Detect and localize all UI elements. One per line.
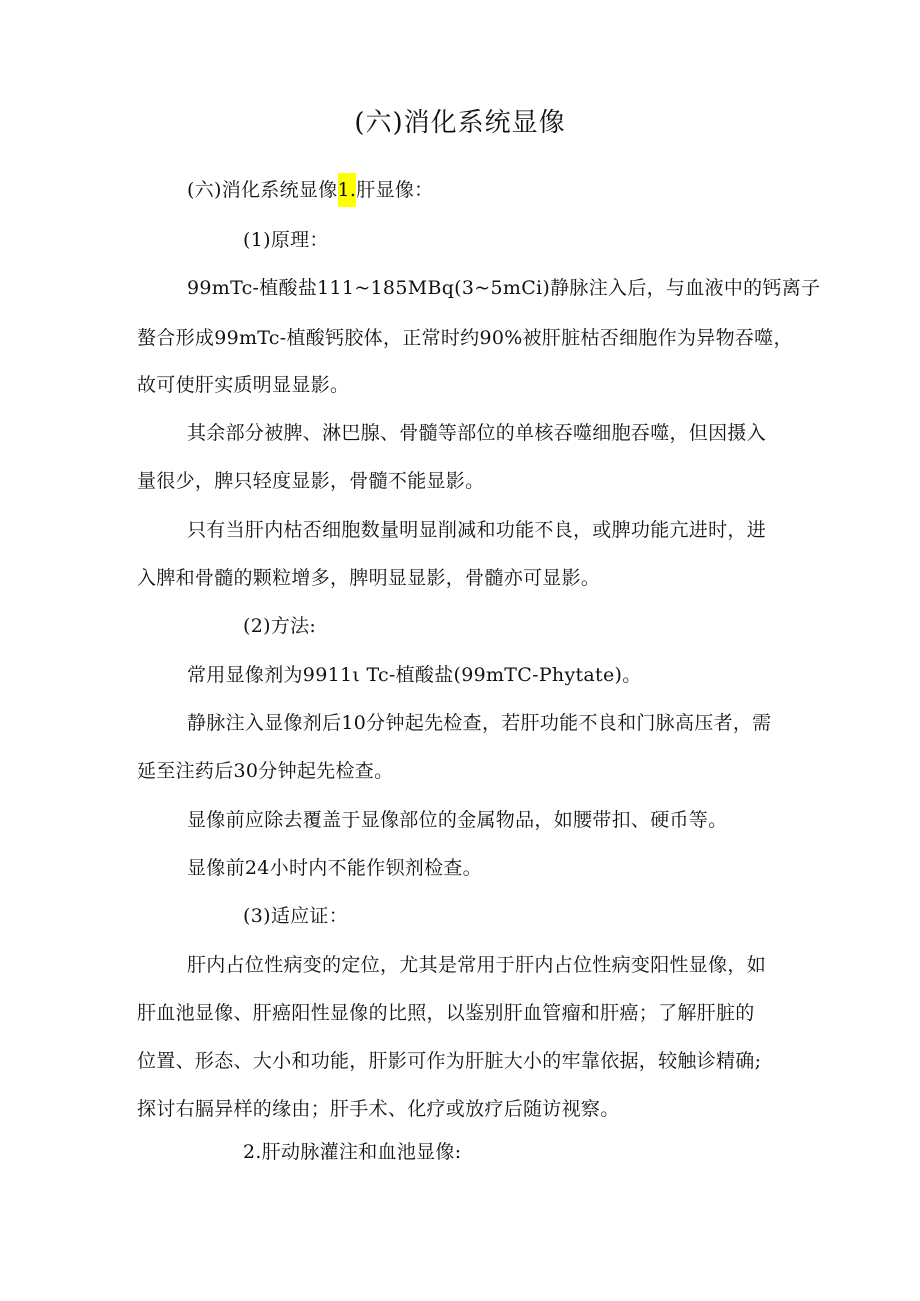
paragraph-line: 常用显像剂为9911ι Tc-植酸盐(99mTC-Phytate)。	[187, 664, 642, 686]
paragraph-line: 肝内占位性病变的定位，尤其是常用于肝内占位性病变阳性显像，如	[187, 954, 767, 976]
section-heading-liver-imaging	[187, 176, 433, 204]
paragraph-line: 探讨右膈异样的缘由；肝手术、化疗或放疗后随访视察。	[137, 1098, 620, 1120]
page-title: (六)消化系统显像	[354, 108, 566, 138]
paragraph-line: 99mTc-植酸盐111~185MBq(3~5mCi)静脉注入后，与血液中的钙离子	[187, 277, 821, 299]
paragraph-line: 肝血池显像、肝癌阳性显像的比照，以鉴别肝血管瘤和肝癌；了解肝脏的	[137, 1002, 755, 1024]
highlighted-number: 1.	[338, 173, 357, 207]
subsection-heading-indications: (3)适应证：	[243, 905, 349, 927]
paragraph-line: 延至注药后30分钟起先检查。	[137, 760, 394, 782]
paragraph-line: 量很少，脾只轻度显影，骨髓不能显影。	[137, 470, 485, 492]
heading-suffix: 肝显像：	[356, 179, 434, 201]
subsection-heading-method: (2)方法:	[243, 615, 317, 637]
paragraph-line: 静脉注入显像剂后10分钟起先检查，若肝功能不良和门脉高压者，需	[187, 712, 772, 734]
heading-prefix: (六)消化系统显像	[187, 179, 338, 201]
paragraph-line: 只有当肝内枯否细胞数量明显削减和功能不良，或脾功能亢进时，进	[187, 519, 767, 541]
paragraph-line: 其余部分被脾、淋巴腺、骨髓等部位的单核吞噬细胞吞噬，但因摄入	[187, 422, 767, 444]
paragraph-line: 螯合形成99mTc-植酸钙胶体，正常时约90%被肝脏枯否细胞作为异物吞噬，	[137, 327, 793, 349]
section-heading-hepatic-artery: 2.肝动脉灌注和血池显像:	[243, 1141, 462, 1163]
paragraph-line: 位置、形态、大小和功能，肝影可作为肝脏大小的牢靠依据，较触诊精确;	[137, 1050, 762, 1072]
paragraph-line: 入脾和骨髓的颗粒增多，脾明显显影，骨髓亦可显影。	[137, 567, 601, 589]
paragraph-line: 故可使肝实质明显显影。	[137, 374, 350, 396]
subsection-heading-principle: (1)原理：	[243, 229, 329, 251]
paragraph-line: 显像前应除去覆盖于显像部位的金属物品，如腰带扣、硬币等。	[187, 809, 728, 831]
paragraph-line: 显像前24小时内不能作钡剂检查。	[187, 857, 482, 879]
